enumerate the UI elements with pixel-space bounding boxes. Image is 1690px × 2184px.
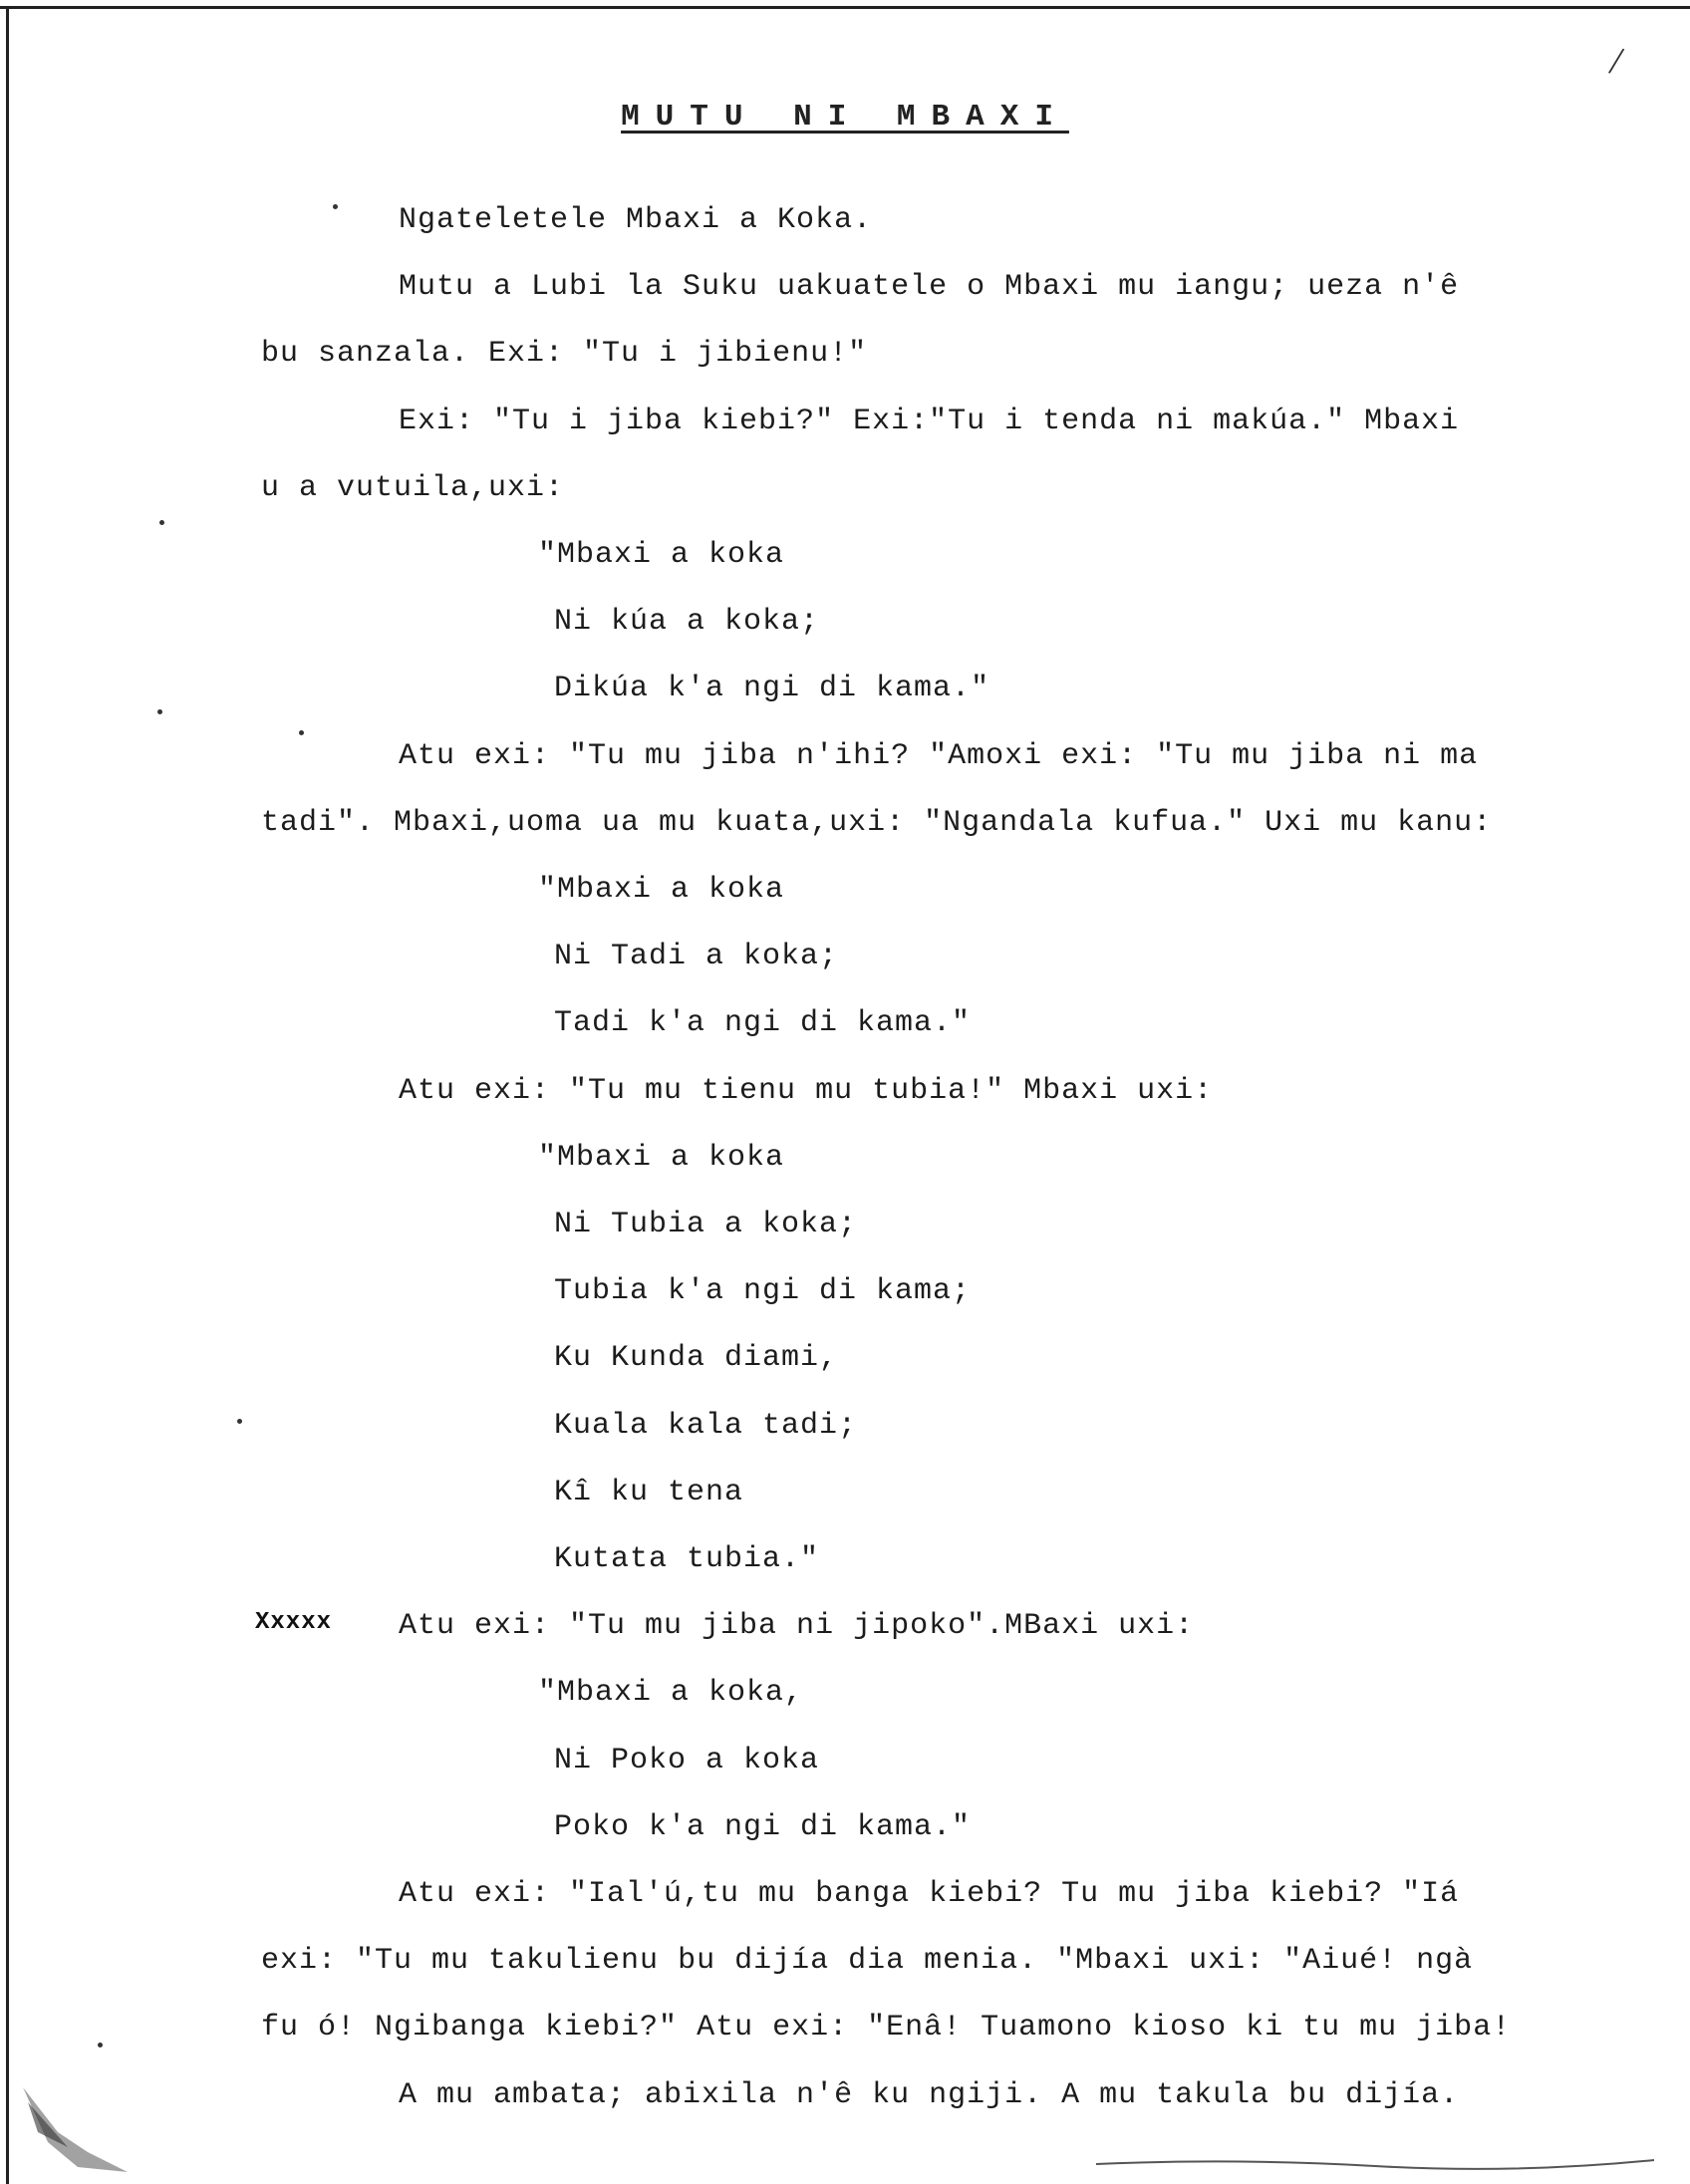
scan-speck — [299, 730, 304, 735]
verse-line: Kutata tubia." — [554, 1542, 820, 1576]
text-line: Atu exi: "Tu mu jiba ni jipoko".MBaxi uxi: — [399, 1609, 1195, 1644]
verse-line: "Mbaxi a koka, — [538, 1676, 804, 1711]
verse-line: Poko k'a ngi di kama." — [554, 1809, 972, 1844]
scan-speck — [98, 2043, 103, 2048]
scan-speck — [333, 204, 338, 209]
scan-speck — [159, 520, 164, 525]
verse-line: Kuala kala tadi; — [554, 1408, 858, 1443]
text-line: u a vutuila,uxi: — [261, 470, 565, 505]
verse-line: Ni Tubia a koka; — [554, 1208, 858, 1241]
text-line: Atu exi: "Tu mu tienu mu tubia!" Mbaxi uxi: — [399, 1073, 1214, 1108]
text-line: fu ó! Ngibanga kiebi?" Atu exi: "Enâ! Tuamono kioso ki tu mu jiba! — [261, 2011, 1512, 2046]
text-line: tadi". Mbaxi,uoma ua mu kuata,uxi: "Ngandala kufua." Uxi mu kanu: — [261, 805, 1493, 840]
verse-line: "Mbaxi a koka — [538, 1140, 785, 1175]
text-line: A mu ambata; abixila n'ê ku ngiji. A mu takula bu dijía. — [399, 2077, 1460, 2112]
scan-speck — [237, 1419, 242, 1424]
document-title: MUTU NI MBAXI — [621, 100, 1069, 135]
verse-line: Tubia k'a ngi di kama; — [554, 1274, 972, 1309]
verse-line: Ni Poko a koka — [554, 1743, 820, 1777]
verse-line: "Mbaxi a koka — [538, 873, 785, 907]
scan-speck — [157, 709, 162, 714]
text-line: Atu exi: "Tu mu jiba n'ihi? "Amoxi exi: "Tu mu jiba ni ma — [399, 738, 1479, 773]
scan-scratch — [1096, 2152, 1654, 2172]
text-line: Mutu a Lubi la Suku uakuatele o Mbaxi mu iangu; ueza n'ê — [399, 270, 1460, 305]
pencil-mark: / — [1606, 37, 1627, 84]
verse-line: Tadi k'a ngi di kama." — [554, 1006, 972, 1041]
text-line: exi: "Tu mu takulienu bu dijía dia menia. "Mbaxi uxi: "Aiué! ngà — [261, 1944, 1474, 1979]
verse-line: Dikúa k'a ngi di kama." — [554, 672, 990, 706]
verse-line: Ni kúa a koka; — [554, 605, 820, 640]
verse-line: Kî ku tena — [554, 1475, 744, 1509]
text-line: Atu exi: "Ial'ú,tu mu banga kiebi? Tu mu jiba kiebi? "Iá — [399, 1877, 1460, 1911]
text-line: Ngateletele Mbaxi a Koka. — [399, 203, 873, 237]
text-line: bu sanzala. Exi: "Tu i jibienu!" — [261, 337, 868, 372]
scan-smudge — [18, 2072, 138, 2182]
verse-line: "Mbaxi a koka — [538, 538, 785, 572]
verse-line: Ku Kunda diami, — [554, 1341, 839, 1376]
verse-line: Ni Tadi a koka; — [554, 940, 839, 974]
struck-out-text: Xxxxx — [255, 1609, 333, 1637]
text-line: Exi: "Tu i jiba kiebi?" Exi:"Tu i tenda ni makúa." Mbaxi — [399, 404, 1460, 438]
